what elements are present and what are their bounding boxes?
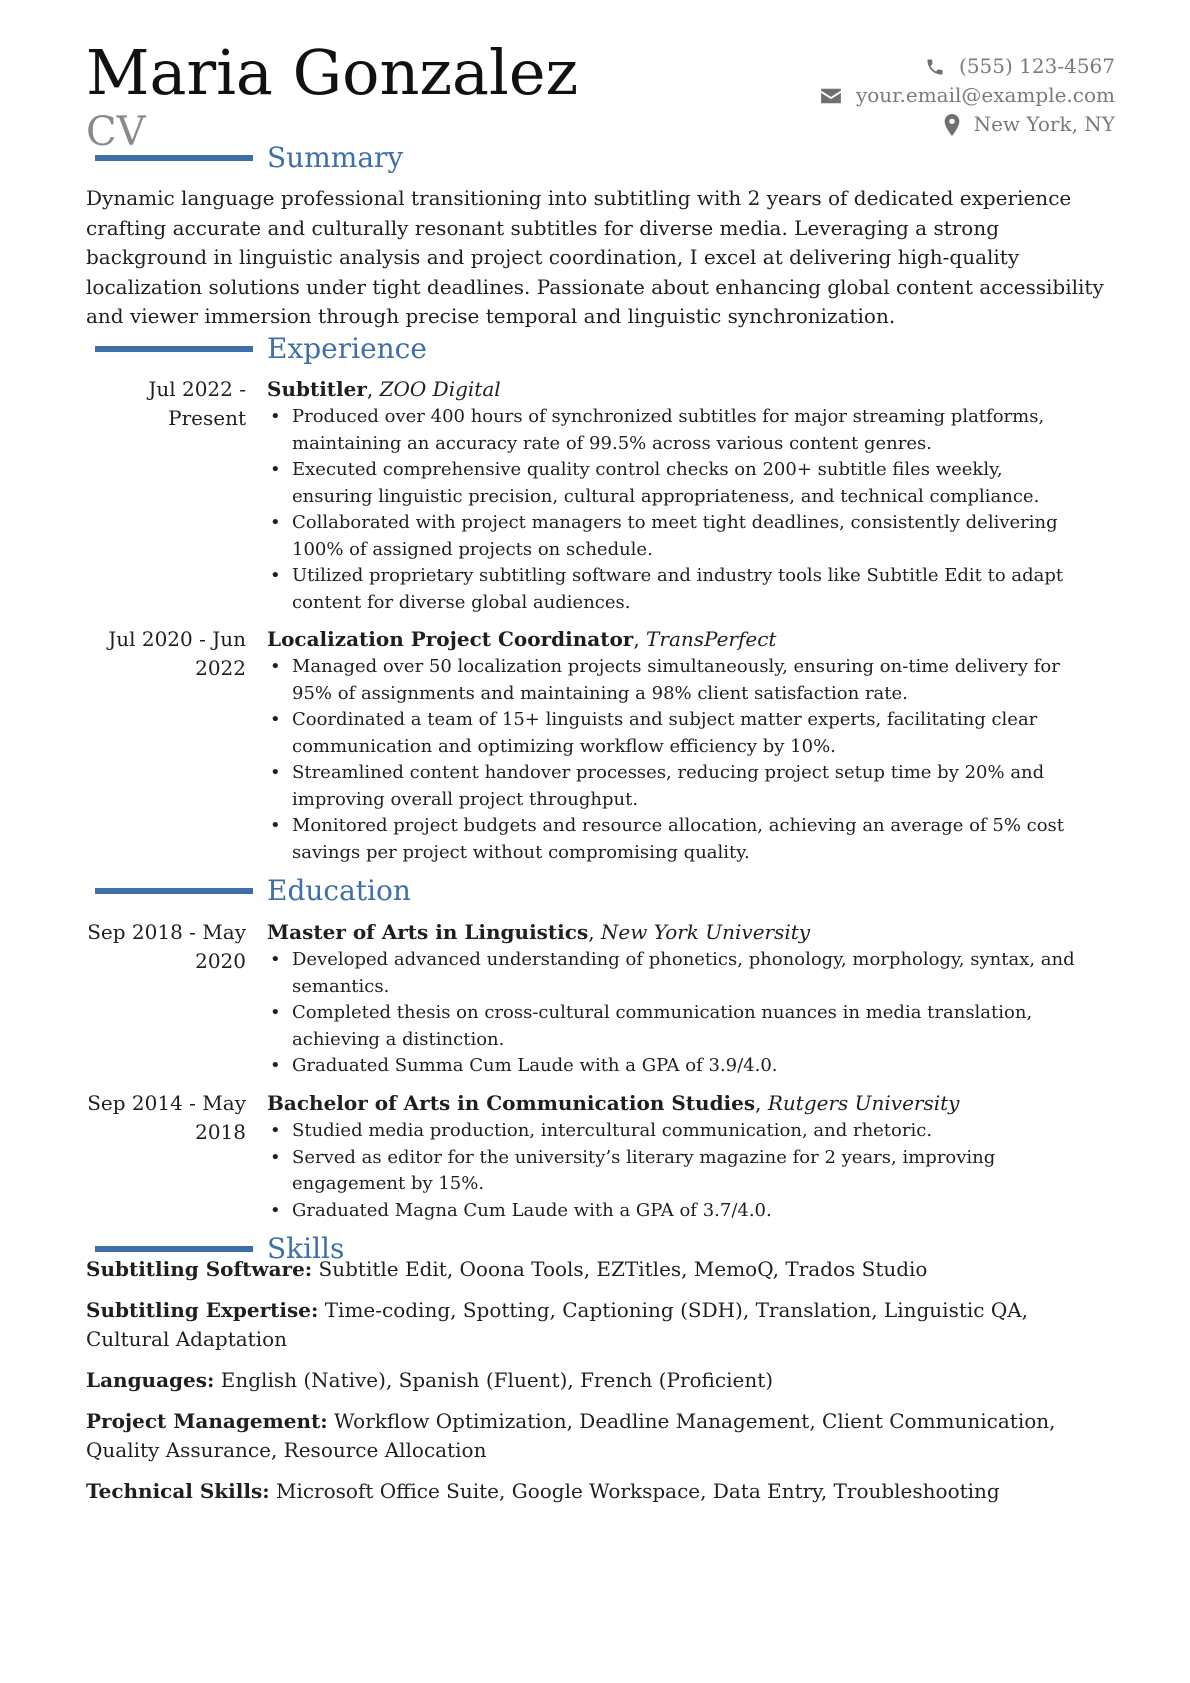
- entry-title: Localization Project Coordinator, TransPerfect: [267, 627, 777, 651]
- skill-label: Subtitling Software:: [86, 1257, 313, 1281]
- entry-content: [267, 625, 1087, 866]
- skill-label: Technical Skills:: [86, 1479, 270, 1503]
- location-text: New York, NY: [973, 112, 1115, 136]
- contact-email-row: [820, 81, 1115, 110]
- summary-text: Dynamic language professional transitioning into subtitling with 2 years of dedicated experience crafting accurate and culturally resonant subtitles for diverse media. Leveraging a strong background in linguistic analysis and project coordination, I excel at delivering high-quality localization solutions under tight deadlines. Passionate about enhancing global content accessibility and viewer immersion through precise temporal and linguistic synchronization.: [86, 186, 1104, 329]
- bullet-item: • Streamlined content handover processes, reducing project setup time by 20% and improving overall project throughput.: [267, 760, 1087, 813]
- section-rule: [95, 155, 253, 161]
- skill-label: Project Management:: [86, 1409, 328, 1433]
- entry-organization: TransPerfect: [646, 627, 777, 651]
- entry-role: Subtitler: [267, 377, 367, 401]
- entry-role: Localization Project Coordinator: [267, 627, 634, 651]
- entry-date: Jul 2020 - Jun 2022: [108, 627, 246, 680]
- contact-location-row: [820, 110, 1115, 139]
- skills-list: [86, 1255, 1116, 1518]
- entry-institution: New York University: [600, 920, 811, 944]
- entry-date: Sep 2018 - May 2020: [87, 920, 246, 973]
- contact-info: [820, 52, 1115, 139]
- entry-date: Sep 2014 - May 2018: [87, 1091, 246, 1144]
- bullet-item: • Managed over 50 localization projects simultaneously, ensuring on-time delivery for 95% of assignments and maintaining a 98% client satisfaction rate.: [267, 654, 1087, 707]
- skill-value: Subtitle Edit, Ooona Tools, EZTitles, MemoQ, Trados Studio: [318, 1257, 928, 1281]
- bullet-item: • Served as editor for the university’s literary magazine for 2 years, improving engagement by 15%.: [267, 1145, 1087, 1198]
- bullet-item: • Produced over 400 hours of synchronized subtitles for major streaming platforms, maintaining an accuracy rate of 99.5% across various content genres.: [267, 404, 1087, 457]
- bullet-item: • Studied media production, intercultural communication, and rhetoric.: [267, 1118, 1087, 1145]
- skill-row: [86, 1366, 1116, 1395]
- entry-content: [267, 1089, 1087, 1224]
- section-title: Education: [267, 874, 411, 907]
- bullet-item: • Completed thesis on cross-cultural communication nuances in media translation, achieving a distinction.: [267, 1000, 1087, 1053]
- entry-institution: Rutgers University: [767, 1091, 960, 1115]
- bullet-item: • Collaborated with project managers to meet tight deadlines, consistently delivering 100% of assigned projects on schedule.: [267, 510, 1087, 563]
- skill-label: Subtitling Expertise:: [86, 1298, 319, 1322]
- entry-bullets: [267, 654, 1087, 866]
- entry-content: [267, 375, 1087, 616]
- entry-title: Bachelor of Arts in Communication Studies, Rutgers University: [267, 1091, 960, 1115]
- entry-title: Subtitler, ZOO Digital: [267, 377, 501, 401]
- bullet-item: • Executed comprehensive quality control checks on 200+ subtitle files weekly, ensuring linguistic precision, cultural appropriateness, and technical compliance.: [267, 457, 1087, 510]
- entry-title: Master of Arts in Linguistics, New York University: [267, 920, 811, 944]
- skill-row: [86, 1477, 1116, 1506]
- entry-date: Jul 2022 - Present: [148, 377, 246, 430]
- document-subtitle: CV: [86, 109, 146, 155]
- entry-organization: ZOO Digital: [379, 377, 501, 401]
- skill-value: Time-coding, Spotting, Captioning (SDH), Translation, Linguistic QA, Cultural Adaptation: [86, 1298, 1029, 1351]
- entry-degree: Bachelor of Arts in Communication Studies: [267, 1091, 756, 1115]
- section-title: Skills: [267, 1232, 345, 1265]
- map-marker-icon: [944, 114, 960, 136]
- person-name: Maria Gonzalez: [86, 36, 579, 109]
- bullet-item: • Utilized proprietary subtitling software and industry tools like Subtitle Edit to adapt content for diverse global audiences.: [267, 563, 1087, 616]
- entry-degree: Master of Arts in Linguistics: [267, 920, 589, 944]
- bullet-item: • Graduated Summa Cum Laude with a GPA of 3.9/4.0.: [267, 1053, 1087, 1080]
- bullet-item: • Monitored project budgets and resource allocation, achieving an average of 5% cost savings per project without compromising quality.: [267, 813, 1087, 866]
- skill-row: [86, 1296, 1116, 1354]
- entry-bullets: [267, 1118, 1087, 1224]
- bullet-item: • Graduated Magna Cum Laude with a GPA of 3.7/4.0.: [267, 1198, 1087, 1225]
- section-title: Experience: [267, 332, 427, 365]
- entry-bullets: [267, 404, 1087, 616]
- skill-value: English (Native), Spanish (Fluent), French (Proficient): [220, 1368, 774, 1392]
- section-rule: [95, 346, 253, 352]
- phone-number[interactable]: (555) 123-4567: [959, 54, 1115, 78]
- section-title: Summary: [267, 141, 404, 174]
- bullet-item: • Developed advanced understanding of phonetics, phonology, morphology, syntax, and semantics.: [267, 947, 1087, 1000]
- section-rule: [95, 1246, 253, 1252]
- entry-content: [267, 918, 1087, 1080]
- bullet-item: • Coordinated a team of 15+ linguists and subject matter experts, facilitating clear communication and optimizing workflow efficiency by 10%.: [267, 707, 1087, 760]
- contact-phone-row: [820, 52, 1115, 81]
- phone-icon: [925, 57, 945, 77]
- skill-row: [86, 1407, 1116, 1465]
- section-rule: [95, 888, 253, 894]
- envelope-icon: [820, 87, 842, 105]
- entry-bullets: [267, 947, 1087, 1080]
- skill-label: Languages:: [86, 1368, 215, 1392]
- skill-row: [86, 1255, 1116, 1284]
- skill-value: Workflow Optimization, Deadline Management, Client Communication, Quality Assurance, Resource Allocation: [86, 1409, 1056, 1462]
- skill-value: Microsoft Office Suite, Google Workspace, Data Entry, Troubleshooting: [275, 1479, 1000, 1503]
- email-address[interactable]: your.email@example.com: [855, 83, 1115, 107]
